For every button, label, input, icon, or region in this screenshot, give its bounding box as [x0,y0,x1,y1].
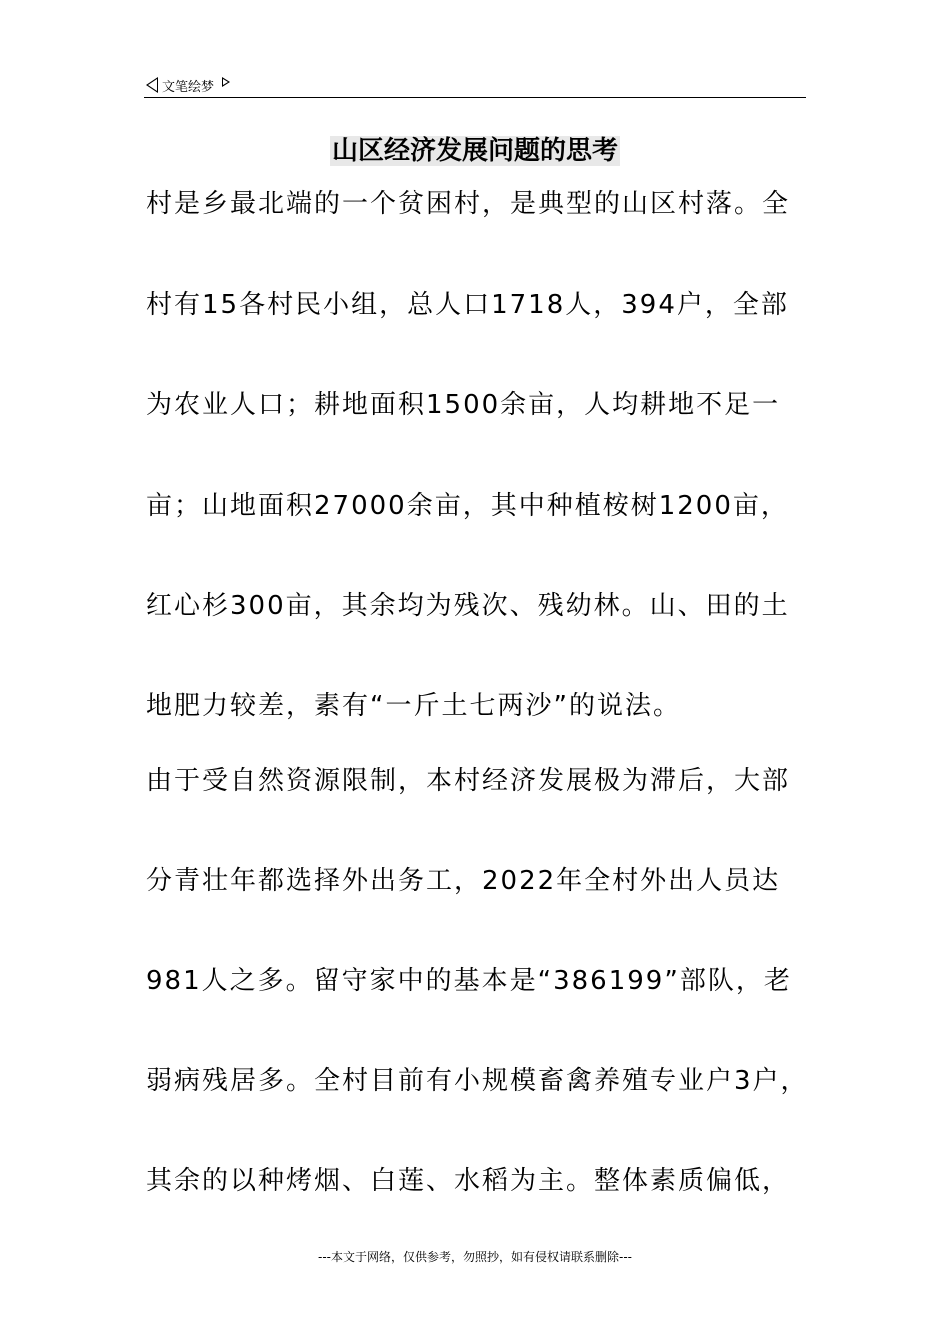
body-line: 亩；山地面积27000余亩，其中种植桉树1200亩， [146,491,789,521]
triangle-left-icon [146,77,158,93]
body-line: 由于受自然资源限制，本村经济发展极为滞后，大部 [146,766,791,796]
triangle-right-icon [222,77,230,87]
header-brand [146,74,230,96]
brand-text: 文笔绘梦 [162,79,215,95]
body-line: 地肥力较差，素有“一斤土七两沙”的说法。 [146,691,681,721]
body-line: 其余的以种烤烟、白莲、水稻为主。整体素质偏低， [146,1166,791,1196]
body-line: 弱病残居多。全村目前有小规模畜禽养殖专业户3户， [146,1066,809,1096]
body-line: 村有15各村民小组，总人口1718人，394户，全部 [146,290,789,320]
body-line: 红心杉300亩，其余均为残次、残幼林。山、田的土 [146,591,790,621]
body-line: 村是乡最北端的一个贫困村，是典型的山区村落。全 [146,189,791,219]
document-title: 山区经济发展问题的思考 [331,136,618,166]
footer-disclaimer: ---本文于网络，仅供参考，勿照抄，如有侵权请联系删除--- [318,1250,632,1264]
body-line: 分青壮年都选择外出务工，2022年全村外出人员达 [146,866,781,896]
body-line: 981人之多。留守家中的基本是“386199”部队，老 [146,966,792,996]
header-divider [144,97,806,98]
body-line: 为农业人口；耕地面积1500余亩，人均耕地不足一 [146,390,781,420]
